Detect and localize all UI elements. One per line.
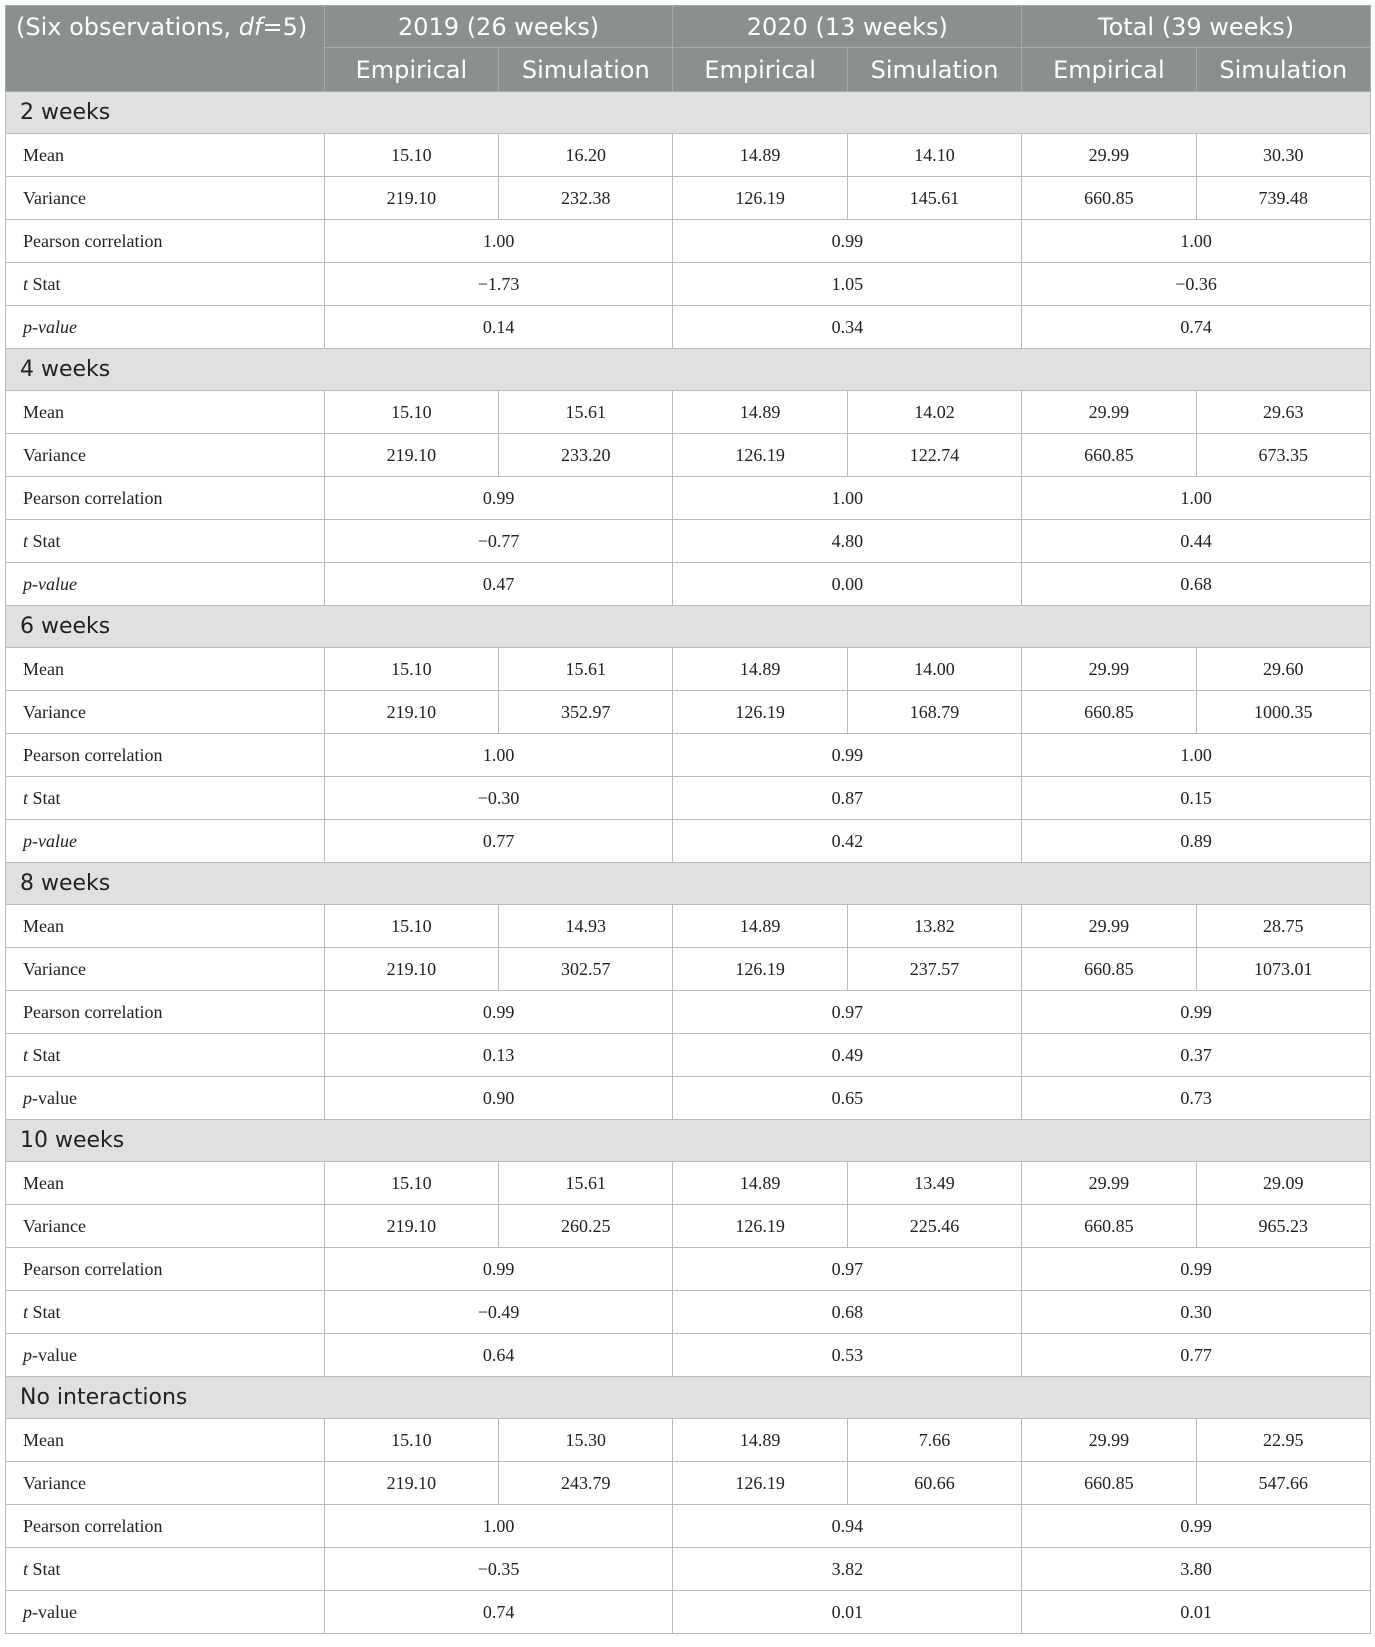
table-cell: 1.05 [673,263,1022,306]
table-cell: 168.79 [847,691,1021,734]
table-cell: 0.99 [324,1248,673,1291]
table-header [6,6,1371,92]
table-cell: 0.01 [1022,1591,1371,1634]
row-label: Pearson correlation [6,991,325,1034]
row-label-rest: Stat [28,530,61,551]
row-label-rest: -value [32,316,77,337]
table-cell: 14.89 [673,648,847,691]
table-cell: 0.01 [673,1591,1022,1634]
row-label [6,306,325,349]
mean-row [6,648,1371,691]
table-cell: 0.00 [673,563,1022,606]
table-cell: 15.61 [499,648,673,691]
table-cell: 219.10 [324,1462,498,1505]
table-cell: 14.00 [847,648,1021,691]
table-cell: 1.00 [324,1505,673,1548]
row-label-rest: Stat [28,1301,61,1322]
table-cell: 29.99 [1022,1162,1196,1205]
table-cell: 29.60 [1196,648,1370,691]
table-cell: 0.94 [673,1505,1022,1548]
table-cell: 0.87 [673,777,1022,820]
table-cell: 30.30 [1196,134,1370,177]
p-value-row [6,1077,1371,1120]
table-cell: 15.30 [499,1419,673,1462]
table-cell: 29.99 [1022,905,1196,948]
pearson-row [6,220,1371,263]
section-title: 10 weeks [6,1120,1371,1162]
table-cell: 0.99 [673,220,1022,263]
table-cell: 0.89 [1022,820,1371,863]
table-cell: 0.74 [1022,306,1371,349]
mean-row [6,1419,1371,1462]
row-label-italic: p [23,1601,32,1622]
row-label: Pearson correlation [6,477,325,520]
subheader-empirical: Empirical [1022,48,1196,92]
table-cell: 232.38 [499,177,673,220]
p-value-row [6,306,1371,349]
table-cell: 13.49 [847,1162,1021,1205]
table-cell: 0.65 [673,1077,1022,1120]
table-cell: −0.36 [1022,263,1371,306]
table-cell: 1.00 [1022,734,1371,777]
row-label: Mean [6,134,325,177]
section-header-row [6,1120,1371,1162]
table-cell: 29.09 [1196,1162,1370,1205]
table-cell: 15.61 [499,1162,673,1205]
subheader-simulation: Simulation [847,48,1021,92]
table-cell: 302.57 [499,948,673,991]
table-cell: 660.85 [1022,1205,1196,1248]
table-cell: 219.10 [324,691,498,734]
pearson-row [6,734,1371,777]
table-cell: 243.79 [499,1462,673,1505]
row-label: Variance [6,434,325,477]
table-cell: 145.61 [847,177,1021,220]
row-label-italic: p [23,1344,32,1365]
variance-row [6,1205,1371,1248]
table-cell: 122.74 [847,434,1021,477]
table-cell: 3.80 [1022,1548,1371,1591]
row-label-italic: t [23,1301,29,1322]
subheader-simulation: Simulation [1196,48,1370,92]
table-cell: 1073.01 [1196,948,1370,991]
stats-table-container [5,5,1371,1634]
table-cell: 0.49 [673,1034,1022,1077]
section-title: No interactions [6,1377,1371,1419]
table-cell: 29.99 [1022,391,1196,434]
row-label-rest: Stat [28,273,61,294]
row-label-rest: -value [32,830,77,851]
row-label-italic: t [23,787,29,808]
t-stat-row [6,1034,1371,1077]
table-cell: 660.85 [1022,691,1196,734]
mean-row [6,1162,1371,1205]
table-cell: 660.85 [1022,1462,1196,1505]
table-cell: 15.10 [324,905,498,948]
table-cell: 126.19 [673,1462,847,1505]
row-label [6,1591,325,1634]
row-label [6,1034,325,1077]
row-label-italic: p [23,316,32,337]
table-cell: 14.93 [499,905,673,948]
row-label-rest: Stat [28,1558,61,1579]
table-cell: 352.97 [499,691,673,734]
row-label-rest: Stat [28,787,61,808]
variance-row [6,1462,1371,1505]
table-cell: 965.23 [1196,1205,1370,1248]
variance-row [6,948,1371,991]
table-cell: 0.15 [1022,777,1371,820]
table-cell: 0.99 [673,734,1022,777]
mean-row [6,134,1371,177]
row-label-rest: -value [32,1344,77,1365]
table-cell: 739.48 [1196,177,1370,220]
table-cell: 14.02 [847,391,1021,434]
t-stat-row [6,777,1371,820]
row-label-rest: Stat [28,1044,61,1065]
table-cell: 0.42 [673,820,1022,863]
table-cell: 0.44 [1022,520,1371,563]
table-cell: 0.34 [673,306,1022,349]
table-cell: 0.99 [324,477,673,520]
table-cell: 219.10 [324,434,498,477]
row-label: Pearson correlation [6,734,325,777]
row-label-italic: t [23,530,29,551]
variance-row [6,691,1371,734]
table-cell: −0.35 [324,1548,673,1591]
table-cell: 29.99 [1022,1419,1196,1462]
row-label: Variance [6,1205,325,1248]
row-label [6,263,325,306]
table-cell: 14.89 [673,905,847,948]
table-cell: 660.85 [1022,948,1196,991]
table-cell: 1.00 [1022,220,1371,263]
table-cell: 219.10 [324,948,498,991]
table-cell: 7.66 [847,1419,1021,1462]
row-label-rest: -value [32,1601,77,1622]
table-cell: 0.90 [324,1077,673,1120]
row-label: Mean [6,1162,325,1205]
table-cell: 0.77 [324,820,673,863]
row-label [6,563,325,606]
table-cell: 29.99 [1022,648,1196,691]
row-label: Variance [6,177,325,220]
section-title: 6 weeks [6,606,1371,648]
mean-row [6,391,1371,434]
row-label [6,777,325,820]
section-header-row [6,92,1371,134]
table-cell: 14.89 [673,1419,847,1462]
row-label [6,1291,325,1334]
table-cell: 1000.35 [1196,691,1370,734]
table-cell: 0.30 [1022,1291,1371,1334]
pearson-row [6,1248,1371,1291]
table-cell: 1.00 [673,477,1022,520]
table-cell: 60.66 [847,1462,1021,1505]
p-value-row [6,820,1371,863]
table-cell: 660.85 [1022,434,1196,477]
table-cell: 29.63 [1196,391,1370,434]
row-label: Mean [6,648,325,691]
row-label-italic: p [23,1087,32,1108]
row-label: Mean [6,905,325,948]
corner-header: (Six observations, df=5) [6,6,325,92]
table-cell: 0.68 [673,1291,1022,1334]
row-label [6,1077,325,1120]
table-cell: −0.49 [324,1291,673,1334]
table-cell: −1.73 [324,263,673,306]
table-cell: 126.19 [673,177,847,220]
table-cell: 15.10 [324,1162,498,1205]
table-cell: 260.25 [499,1205,673,1248]
row-label-rest: -value [32,573,77,594]
table-cell: 3.82 [673,1548,1022,1591]
table-cell: 0.99 [1022,1248,1371,1291]
table-cell: 219.10 [324,177,498,220]
table-cell: 15.10 [324,1419,498,1462]
row-label: Variance [6,948,325,991]
table-cell: 1.00 [324,220,673,263]
table-cell: 29.99 [1022,134,1196,177]
table-cell: 0.73 [1022,1077,1371,1120]
row-label-italic: p [23,830,32,851]
table-cell: 14.89 [673,134,847,177]
row-label [6,820,325,863]
row-label [6,520,325,563]
table-cell: 0.99 [324,991,673,1034]
table-cell: 0.14 [324,306,673,349]
row-label-italic: t [23,1558,29,1579]
variance-row [6,177,1371,220]
section-header-row [6,606,1371,648]
p-value-row [6,1591,1371,1634]
t-stat-row [6,520,1371,563]
group-header-2020: 2020 (13 weeks) [673,6,1022,48]
table-cell: 0.64 [324,1334,673,1377]
table-cell: 15.10 [324,134,498,177]
variance-row [6,434,1371,477]
row-label: Variance [6,691,325,734]
table-cell: 660.85 [1022,177,1196,220]
comparison-table [5,5,1371,1634]
table-cell: −0.77 [324,520,673,563]
table-cell: 1.00 [1022,477,1371,520]
section-header-row [6,349,1371,391]
row-label: Mean [6,1419,325,1462]
t-stat-row [6,1291,1371,1334]
table-cell: 16.20 [499,134,673,177]
section-header-row [6,863,1371,905]
table-cell: 15.61 [499,391,673,434]
table-cell: 0.99 [1022,1505,1371,1548]
table-cell: 0.68 [1022,563,1371,606]
row-label: Variance [6,1462,325,1505]
row-label [6,1334,325,1377]
pearson-row [6,477,1371,520]
table-cell: 0.53 [673,1334,1022,1377]
table-cell: 225.46 [847,1205,1021,1248]
row-label [6,1548,325,1591]
table-cell: 0.37 [1022,1034,1371,1077]
table-cell: 4.80 [673,520,1022,563]
row-label: Mean [6,391,325,434]
table-cell: 15.10 [324,648,498,691]
pearson-row [6,1505,1371,1548]
table-cell: 0.77 [1022,1334,1371,1377]
table-cell: −0.30 [324,777,673,820]
table-cell: 219.10 [324,1205,498,1248]
p-value-row [6,1334,1371,1377]
table-cell: 0.74 [324,1591,673,1634]
p-value-row [6,563,1371,606]
section-title: 4 weeks [6,349,1371,391]
t-stat-row [6,1548,1371,1591]
table-cell: 126.19 [673,691,847,734]
table-cell: 237.57 [847,948,1021,991]
table-cell: 126.19 [673,1205,847,1248]
table-cell: 126.19 [673,948,847,991]
table-cell: 0.97 [673,1248,1022,1291]
table-cell: 14.89 [673,391,847,434]
section-title: 8 weeks [6,863,1371,905]
table-cell: 13.82 [847,905,1021,948]
group-header-2019: 2019 (26 weeks) [324,6,673,48]
table-cell: 14.89 [673,1162,847,1205]
table-cell: 15.10 [324,391,498,434]
subheader-simulation: Simulation [499,48,673,92]
row-label: Pearson correlation [6,1505,325,1548]
table-cell: 547.66 [1196,1462,1370,1505]
table-cell: 0.99 [1022,991,1371,1034]
pearson-row [6,991,1371,1034]
section-header-row [6,1377,1371,1419]
table-cell: 22.95 [1196,1419,1370,1462]
table-cell: 673.35 [1196,434,1370,477]
table-cell: 28.75 [1196,905,1370,948]
table-cell: 14.10 [847,134,1021,177]
row-label-italic: p [23,573,32,594]
table-cell: 126.19 [673,434,847,477]
table-cell: 0.13 [324,1034,673,1077]
row-label-italic: t [23,1044,29,1065]
t-stat-row [6,263,1371,306]
table-cell: 1.00 [324,734,673,777]
table-body [6,92,1371,1634]
table-cell: 0.47 [324,563,673,606]
row-label: Pearson correlation [6,220,325,263]
table-cell: 0.97 [673,991,1022,1034]
subheader-empirical: Empirical [324,48,498,92]
subheader-empirical: Empirical [673,48,847,92]
group-header-total: Total (39 weeks) [1022,6,1371,48]
mean-row [6,905,1371,948]
row-label-italic: t [23,273,29,294]
row-label: Pearson correlation [6,1248,325,1291]
section-title: 2 weeks [6,92,1371,134]
table-cell: 233.20 [499,434,673,477]
row-label-rest: -value [32,1087,77,1108]
